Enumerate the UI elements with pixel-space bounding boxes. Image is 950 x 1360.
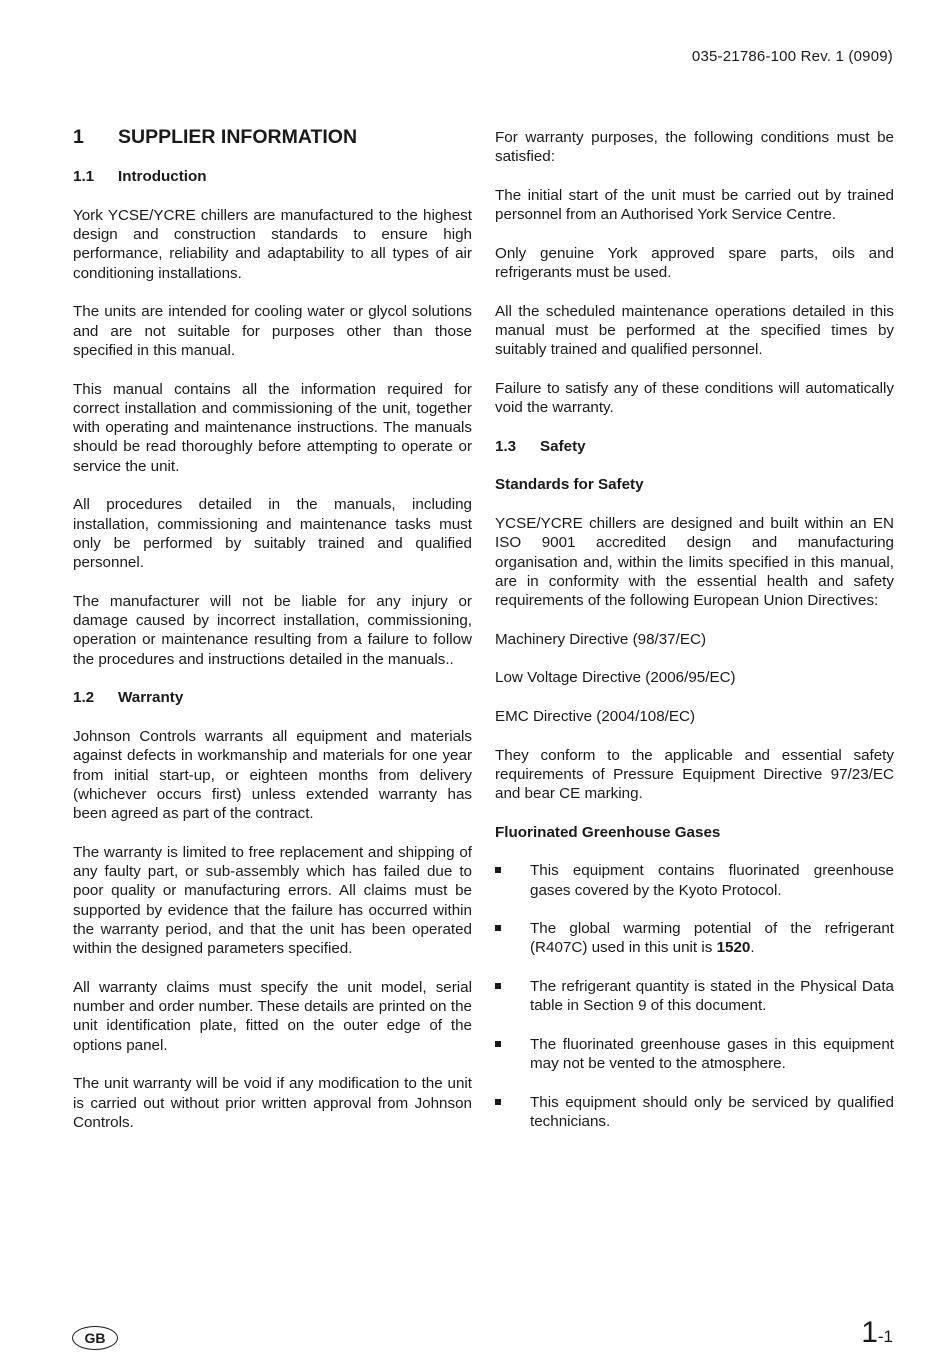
- list-item: [495, 861, 894, 900]
- subsection-number: 1.1: [73, 168, 95, 186]
- paragraph: Only genuine York approved spare parts, oils and refrigerants must be used.: [495, 244, 894, 282]
- directive-item: Low Voltage Directive (2006/95/EC): [495, 669, 736, 687]
- paragraph: The units are intended for cooling water or glycol solutions and are not suitable for purposes other than those specified in this manual.: [73, 303, 472, 359]
- gwp-value: 1520: [716, 939, 751, 957]
- section-title: SUPPLIER INFORMATION: [118, 126, 358, 148]
- directive-item: EMC Directive (2004/108/EC): [495, 707, 696, 725]
- list-item: [495, 1093, 894, 1132]
- bullet-square-icon: [495, 867, 501, 873]
- paragraph: For warranty purposes, the following conditions must be satisfied:: [495, 129, 894, 166]
- section-number: 1: [73, 126, 84, 148]
- subsection-heading-introduction: [73, 167, 472, 186]
- list-item-text: The global warming potential of the refrigerant (R407C) used in this unit is: [530, 920, 894, 957]
- subsection-title: Introduction: [118, 168, 207, 186]
- document-reference: 035-21786-100 Rev. 1 (0909): [691, 48, 893, 65]
- bullet-square-icon: [495, 925, 501, 931]
- page-number-minor: -1: [877, 1327, 893, 1346]
- standards-heading: Standards for Safety: [495, 476, 644, 494]
- paragraph: YCSE/YCRE chillers are designed and built within an EN ISO 9001 accredited design and manufacturing organisation and, within the limits specified in this manual, are in conformity with the essential health and safety requirements of the following European Union Directives:: [495, 514, 894, 610]
- subsection-heading-safety: [495, 437, 894, 456]
- subsection-title: Safety: [540, 437, 586, 455]
- paragraph: The manufacturer will not be liable for any injury or damage caused by incorrect installation, commissioning, operation or maintenance resulting from a failure to follow the procedures and instructions detailed in the manuals..: [73, 592, 472, 668]
- list-item-text-end: .: [750, 939, 755, 957]
- paragraph: All the scheduled maintenance operations detailed in this manual must be performed at the specified times by suitably trained and qualified personnel.: [495, 302, 894, 359]
- gases-bullet-list: [495, 861, 894, 1131]
- bullet-square-icon: [495, 1041, 501, 1047]
- list-item-text: The refrigerant quantity is stated in the Physical Data table in Section 9 of this document.: [530, 978, 894, 1015]
- subsection-heading-warranty: [73, 688, 472, 707]
- gases-heading: Fluorinated Greenhouse Gases: [495, 823, 721, 841]
- paragraph: All warranty claims must specify the unit model, serial number and order number. These details are printed on the unit identification plate, fitted on the outer edge of the options panel.: [73, 978, 472, 1054]
- page-number: [861, 1316, 893, 1350]
- page-number-major: 1: [861, 1316, 878, 1349]
- bullet-square-icon: [495, 1099, 501, 1105]
- paragraph: The initial start of the unit must be carried out by trained personnel from an Authorised York Service Centre.: [495, 186, 894, 224]
- list-item-text: This equipment contains fluorinated greenhouse gases covered by the Kyoto Protocol.: [530, 862, 894, 899]
- directive-item: Machinery Directive (98/37/EC): [495, 630, 707, 648]
- paragraph: York YCSE/YCRE chillers are manufactured to the highest design and construction standards to ensure high performance, reliability and adaptability to all types of air conditioning installations.: [73, 206, 472, 282]
- paragraph: Failure to satisfy any of these conditions will automatically void the warranty.: [495, 379, 894, 417]
- list-item: [495, 1035, 894, 1074]
- subsection-title: Warranty: [118, 689, 184, 707]
- left-column: [73, 126, 472, 1151]
- paragraph: All procedures detailed in the manuals, including installation, commissioning and maintenance tasks must only be performed by suitably trained and qualified personnel.: [73, 496, 472, 572]
- paragraph: They conform to the applicable and essential safety requirements of Pressure Equipment Directive 97/23/EC and bear CE marking.: [495, 746, 894, 803]
- list-item-text: This equipment should only be serviced by qualified technicians.: [530, 1093, 894, 1131]
- list-item: [495, 919, 894, 958]
- language-badge: GB: [72, 1326, 118, 1350]
- paragraph: The unit warranty will be void if any modification to the unit is carried out without prior written approval from Johnson Controls.: [73, 1075, 472, 1131]
- list-item-text: The fluorinated greenhouse gases in this equipment may not be vented to the atmosphere.: [530, 1035, 894, 1073]
- section-heading: [73, 128, 472, 147]
- list-item: [495, 977, 894, 1016]
- bullet-square-icon: [495, 983, 501, 989]
- paragraph: The warranty is limited to free replacement and shipping of any faulty part, or sub-assembly which has failed due to poor quality or manufacturing errors. All claims must be supported by evidence that the failure has occurred within the warranty period, and that the unit has been operated within the designed parameters specified.: [73, 843, 472, 958]
- subsection-number: 1.3: [495, 437, 517, 455]
- paragraph: Johnson Controls warrants all equipment and materials against defects in workmanship and materials for one year from initial start-up, or eighteen months from delivery (whichever occurs first) unless extended warranty has been agreed as part of the contract.: [73, 727, 472, 823]
- right-column: [495, 128, 894, 1151]
- subsection-number: 1.2: [73, 689, 95, 707]
- paragraph: This manual contains all the information required for correct installation and commissioning of the unit, together with operating and maintenance instructions. The manuals should be read thoroughly before attempting to operate or service the unit.: [73, 380, 472, 475]
